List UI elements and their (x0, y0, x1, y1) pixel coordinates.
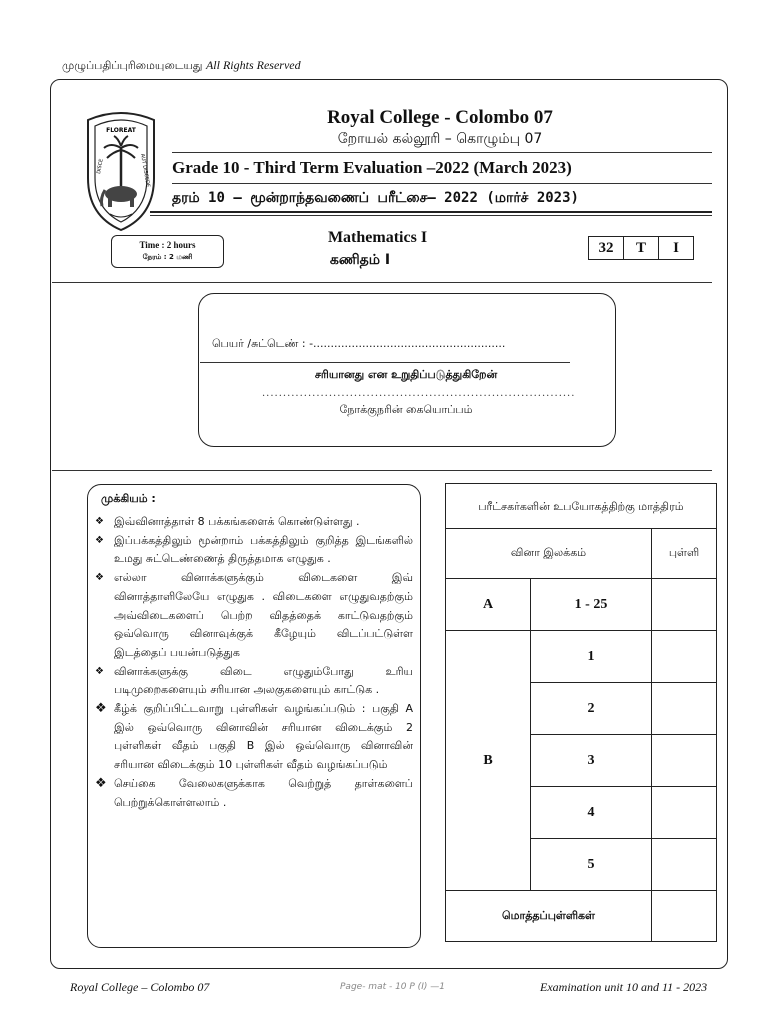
instruction-item (95, 663, 413, 700)
examiner-score-table (445, 483, 717, 942)
college-name-tamil: றோயல் கல்லூரி – கொழும்பு 07 (337, 131, 543, 147)
part-b-label: B (446, 631, 531, 891)
part-b-question: 3 (531, 735, 652, 787)
marks-cell-b1[interactable] (652, 631, 717, 683)
paper-code-box (588, 236, 694, 260)
divider (172, 183, 712, 184)
crest-motto-right: AUT DISCEDE (139, 153, 151, 188)
bullet-icon: ❖ (95, 665, 104, 677)
marks-cell-b2[interactable] (652, 683, 717, 735)
supervisor-signature-label: நோக்குநரின் கையொப்பம் (339, 403, 473, 416)
part-a-label: A (446, 579, 531, 631)
confirmation-text: சரியானது என உறுதிப்படுத்துகிறேன் (314, 368, 498, 381)
marks-cell-b3[interactable] (652, 735, 717, 787)
bullet-icon: ❖ (95, 516, 104, 527)
total-marks-label: மொத்தப்புள்ளிகள் (446, 891, 652, 942)
divider (172, 152, 712, 153)
college-name-english: Royal College - Colombo 07 (327, 107, 553, 128)
subject-tamil: கணிதம் I (329, 252, 391, 268)
instruction-text: இப்பக்கத்திலும் மூன்றாம் பக்கத்திலும் குறித்த இடங்களில் உமது சுட்டெண்ணைத் திருத்தமாக எழுதுக . (114, 533, 413, 566)
part-b-question: 2 (531, 683, 652, 735)
column-header-marks: புள்ளி (652, 529, 717, 579)
time-english: Time : 2 hours (139, 240, 196, 250)
crest-motto-left: DISCE (96, 158, 105, 175)
paper-code-part: I (673, 240, 679, 256)
college-crest-icon (78, 108, 164, 232)
part-b-question: 4 (531, 787, 652, 839)
paper-code-number: 32 (589, 237, 624, 259)
exam-title-tamil: தரம் 10 – மூன்றாந்தவணைப் பரீட்சை– 2022 (மார்ச் 2023) (172, 190, 579, 206)
instruction-text: இவ்வினாத்தாள் 8 பக்கங்களைக் கொண்டுள்ளது . (114, 515, 360, 528)
time-box (111, 235, 224, 268)
instruction-text: வினாக்களுக்கு விடை எழுதும்போது உரிய படிமுறைகளையும் சரியான அலகுகளையும் காட்டுக . (114, 664, 413, 697)
instruction-item (95, 569, 413, 663)
copyright-english: All Rights Reserved (205, 58, 301, 72)
instructions-title: முக்கியம் : (101, 492, 156, 505)
marks-cell-b5[interactable] (652, 839, 717, 891)
footer-college: Royal College – Colombo 07 (70, 980, 210, 994)
instruction-item (95, 513, 413, 532)
divider (52, 282, 712, 283)
signature-line[interactable]: ........................................................................... (262, 388, 576, 399)
instruction-text: எல்லா வினாக்களுக்கும் விடைகளை இவ் வினாத்தாளிலேயே எழுதுக . விடைகளை எழுதுவதற்கும் அவ்விடைகளைப் பெற்ற விதத்தைக் காட்டுவதற்கும் ஒவ்வொரு வினாவுக்குக் கீழேயும் விடப்பட்டுள்ள இடத்தைப் பயன்படுத்துக (114, 571, 413, 659)
marks-cell-total[interactable] (652, 891, 717, 942)
bullet-icon: ❖ (95, 572, 104, 584)
subject-english: Mathematics I (327, 229, 428, 246)
instruction-text: கீழ்க் குறிப்பிட்டவாறு புள்ளிகள் வழங்கப்படும் : பகுதி A இல் ஒவ்வொரு வினாவின் சரியான விடைக்கும் 2 புள்ளிகள் வீதம் பகுதி B இல் ஒவ்வொரு வினாவின் சரியான விடைக்கும் 10 புள்ளிகள் வீதம் வழங்கப்படும் (114, 702, 413, 772)
divider (150, 211, 712, 213)
table-heading: பரீட்சகர்களின் உபயோகத்திற்கு மாத்திரம் (446, 484, 717, 529)
instruction-item (95, 532, 413, 569)
exam-title-english: Grade 10 - Third Term Evaluation –2022 (March 2023) (172, 158, 572, 177)
instructions-list (95, 513, 413, 812)
divider (150, 215, 712, 216)
part-b-question: 1 (531, 631, 652, 683)
time-tamil: நேரம் : 2 மணி (142, 253, 193, 261)
marks-cell-part-a[interactable] (652, 579, 717, 631)
instruction-item (95, 775, 413, 812)
marks-cell-b4[interactable] (652, 787, 717, 839)
divider (200, 362, 570, 363)
part-a-range: 1 - 25 (531, 579, 652, 631)
part-b-question: 5 (531, 839, 652, 891)
candidate-name-field[interactable]: பெயர் /சுட்டெண் : -....................................................... (212, 337, 506, 350)
bullet-icon: ❖ (95, 534, 104, 546)
instruction-item (95, 700, 413, 775)
instruction-text: செய்கை வேலைகளுக்காக வெற்றுத் தாள்களைப் பெற்றுக்கொள்ளலாம் . (114, 776, 413, 809)
copyright-tamil: முழுப்பதிப்புரிமையுடையது (62, 59, 203, 72)
bullet-icon: ❖ (95, 775, 107, 791)
paper-code-medium: T (624, 237, 659, 259)
copyright-notice (62, 58, 301, 74)
crest-motto-top: FLOREAT (106, 127, 136, 134)
divider (52, 470, 712, 471)
column-header-question: வினா இலக்கம் (446, 529, 652, 579)
bullet-icon: ❖ (95, 701, 107, 717)
footer-page-number: Page- mat - 10 P (I) —1 (340, 982, 445, 992)
footer-exam-unit: Examination unit 10 and 11 - 2023 (540, 980, 708, 994)
